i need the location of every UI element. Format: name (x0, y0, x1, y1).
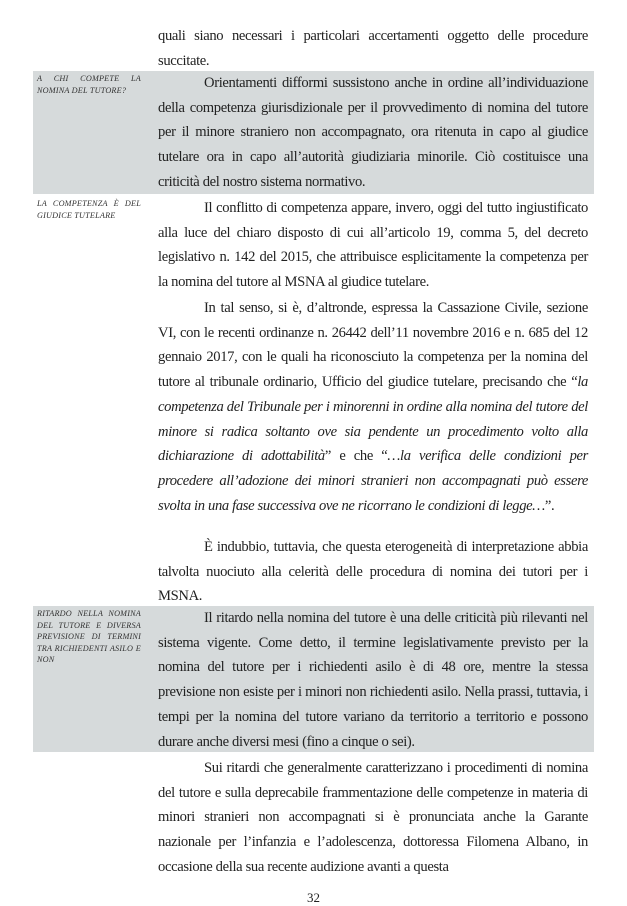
section-guardianship-judge (33, 196, 594, 296)
tail-text: ”. (544, 497, 555, 514)
body-paragraph: Sui ritardi che generalmente caratterizzano i procedimenti di nomina del tutore e sulla deprecabile frammentazione delle competenze in materia di minori stranieri non accompagnati si è pronunciata anche la Garante nazionale per l’infanzia e l’adolescenza, dottoressa Filomena Albano, in occasione della sua recente audizione avanti a questa (158, 760, 588, 875)
body-paragraph: Orientamenti difformi sussistono anche in ordine all’individuazione della competenza giurisdizionale per il provvedimento di nomina del tutore per il minore straniero non accompagnato, ora ritenuta in capo al giudice tutelare ora in capo all’autorità giudiziaria minorile. Ciò costituisce una criticità del nostro sistema normativo. (158, 75, 588, 190)
quote-text: la competenza del Tribunale per i minorenni in ordine alla nomina del tutore del minore si radica soltanto ove sia pendente un procedimento volto alla dichiarazione di adottabilità (158, 374, 588, 465)
section-heterogeneity (33, 535, 594, 605)
section-garante (33, 756, 594, 886)
margin-note: RITARDO NELLA NOMINA DEL TUTORE E DIVERSA PREVISIONE DI TERMINI TRA RICHIEDENTI ASILO E NON (37, 609, 141, 665)
section-competence-question (33, 71, 594, 194)
section-cassation (33, 296, 594, 532)
section-delays (33, 606, 594, 752)
body-paragraph: Il conflitto di competenza appare, invero, oggi del tutto ingiustificato alla luce del chiaro disposto di cui all’articolo 19, comma 5, del decreto legislativo n. 142 del 2015, che attribuisce esplicitamente la competenza per la nomina del tutore al MSNA al giudice tutelare. (158, 200, 588, 291)
body-paragraph (158, 296, 588, 518)
connector-text: ” e che “ (324, 448, 388, 465)
margin-note: LA COMPETENZA È DEL GIUDICE TUTELARE (37, 199, 141, 220)
body-paragraph: Il ritardo nella nomina del tutore è una delle criticità più rilevanti nel sistema vigente. Come detto, il termine legislativamente previsto per la nomina del tutore per i richiedenti asilo è di 48 ore, mentre la stessa previsione non esiste per i minori non richiedenti asilo. Nella prassi, tuttavia, i tempi per la nomina del tutore variano da territorio a territorio e possono durare anche diversi mesi (fino a cinque o sei). (158, 610, 588, 750)
quote-text: …la verifica delle condizioni per procedere all’adozione dei minori stranieri non accompagnati può essere svolta in una fase successiva ove ne ricorrano le condizioni di legge… (158, 448, 588, 514)
body-paragraph: È indubbio, tuttavia, che questa eterogeneità di interpretazione abbia talvolta nuociuto alla celerità delle procedura di nomina dei tutori per i MSNA. (158, 539, 588, 605)
continuation-block (33, 24, 594, 70)
margin-note: A CHI COMPETE LA NOMINA DEL TUTORE? (37, 74, 141, 95)
page-number: 32 (307, 890, 320, 905)
continuation-text: quali siano necessari i particolari accertamenti oggetto delle procedure succitate. (158, 28, 588, 69)
lead-text: In tal senso, si è, d’altronde, espressa la Cassazione Civile, sezione VI, con le recenti ordinanze n. 26442 dell’11 novembre 2016 e n. 685 del 12 gennaio 2017, con le quali ha riconosciuto la competenza per la nomina del tutore al tribunale ordinario, Ufficio del giudice tutelare, precisando che “ (158, 300, 588, 391)
